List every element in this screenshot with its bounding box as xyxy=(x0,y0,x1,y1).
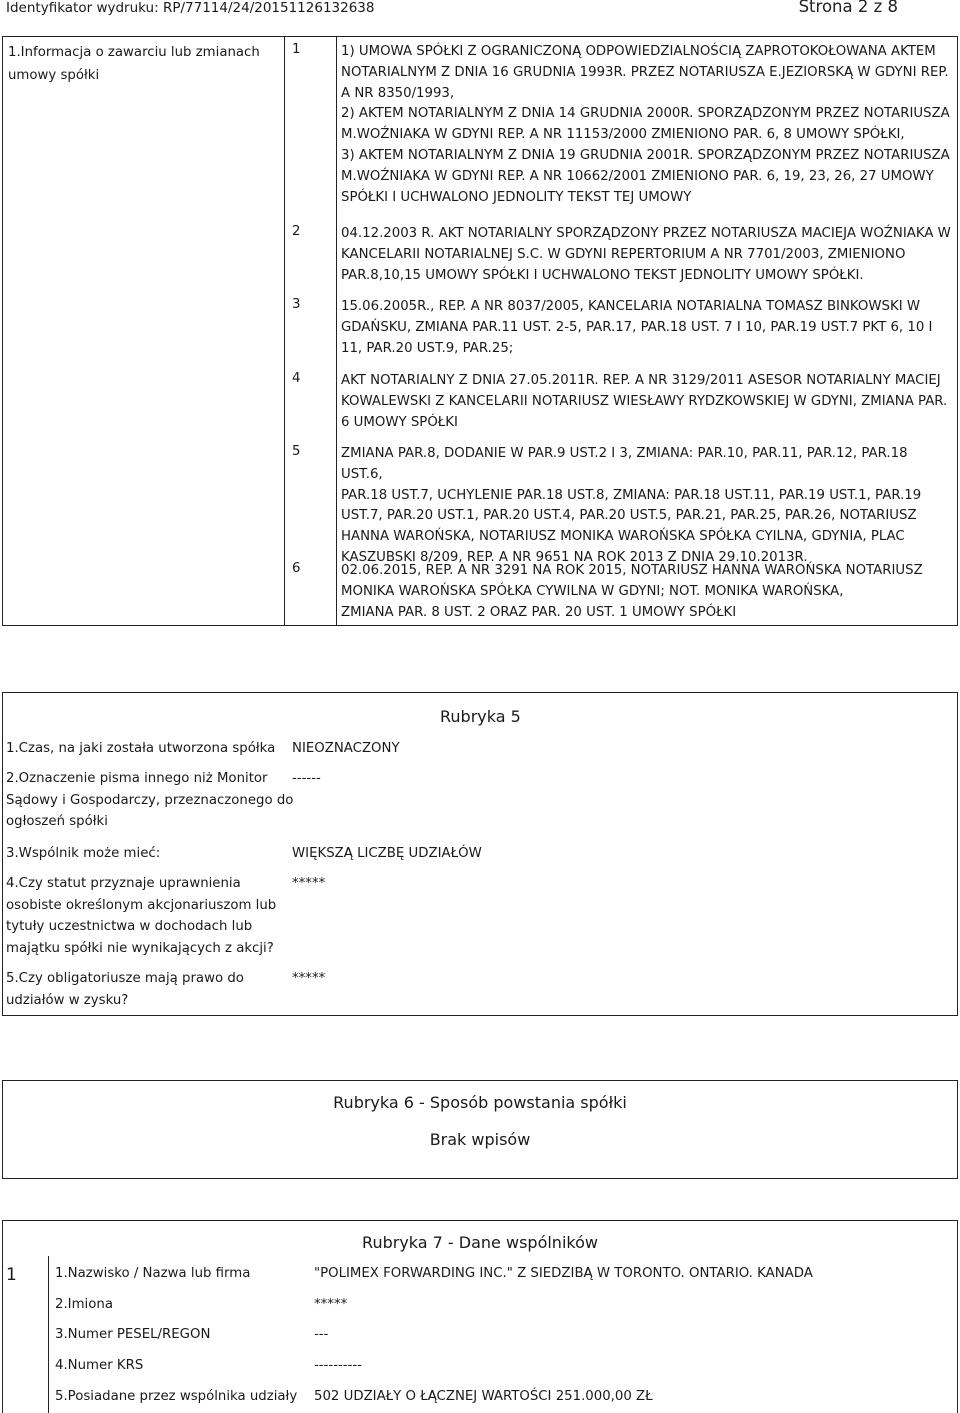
entry-line: 6 UMOWY SPÓŁKI xyxy=(341,414,458,430)
column-divider xyxy=(336,36,337,626)
rubryka-5-row-label xyxy=(6,768,293,833)
entry-number: 1 xyxy=(292,42,301,57)
entry-line: SPÓŁKI I UCHWALONO JEDNOLITY TEKST TEJ UMOWY xyxy=(341,189,692,205)
entry-text xyxy=(341,224,953,286)
label-line: 5.Czy obligatoriusze mają prawo do xyxy=(6,971,244,986)
entry-line: 04.12.2003 R. AKT NOTARIALNY SPORZĄDZONY PRZEZ NOTARIUSZA MACIEJA WOŹNIAKA W xyxy=(341,226,951,241)
label-line: tytuły uczestnictwa w dochodach lub xyxy=(6,919,253,934)
entry-number: 6 xyxy=(292,561,301,576)
entry-line: AKT NOTARIALNY Z DNIA 27.05.2011R. REP. A NR 3129/2011 ASESOR NOTARIALNY MACIEJ xyxy=(341,373,941,388)
entry-number: 5 xyxy=(292,444,301,459)
entry-line: M.WOŹNIAKA W GDYNI REP. A NR 10662/2001 ZMIENIONO PAR. 6, 19, 23, 26, 27 UMOWY xyxy=(341,168,934,184)
partner-index: 1 xyxy=(6,1265,17,1285)
entry-number: 4 xyxy=(292,371,301,386)
label-line: 4.Czy statut przyznaje uprawnienia xyxy=(6,876,241,891)
label-line: udziałów w zysku? xyxy=(6,992,129,1008)
section1-label xyxy=(8,42,260,87)
entry-line: 11, PAR.20 UST.9, PAR.25; xyxy=(341,340,514,356)
entry-line: UST.7, PAR.20 UST.1, PAR.20 UST.4, PAR.20 UST.5, PAR.21, PAR.25, PAR.26, NOTARIUSZ xyxy=(341,508,917,524)
rubryka-5-row-value: ***** xyxy=(292,971,326,986)
rubryka-6-no-entries: Brak wpisów xyxy=(429,1130,531,1149)
entry-line: NOTARIALNYM Z DNIA 16 GRUDNIA 1993R. PRZEZ NOTARIUSZA E.JEZIORSKĄ W GDYNI REP. xyxy=(341,64,949,80)
section1-label-line: umowy spółki xyxy=(8,67,100,83)
partner-field-value: "POLIMEX FORWARDING INC." Z SIEDZIBĄ W TORONTO. ONTARIO. KANADA xyxy=(314,1266,813,1281)
label-line: ogłoszeń spółki xyxy=(6,814,108,829)
entry-text xyxy=(341,371,953,433)
label-line: majątku spółki nie wynikających z akcji? xyxy=(6,940,274,956)
label-line: 2.Oznaczenie pisma innego niż Monitor xyxy=(6,771,268,786)
entry-line: KOWALEWSKI Z KANCELARII NOTARIUSZ WIESŁAWY RYDZKOWSKIEJ W GDYNI, ZMIANA PAR. xyxy=(341,393,948,409)
partner-field-value: 502 UDZIAŁY O ŁĄCZNEJ WARTOŚCI 251.000,00 ZŁ xyxy=(314,1389,653,1404)
entry-text xyxy=(341,561,953,623)
entry-line: HANNA WAROŃSKA, NOTARIUSZ MONIKA WAROŃSKA SPÓŁKA CYILNA, GDYNIA, PLAC xyxy=(341,529,905,545)
page-number: Strona 2 z 8 xyxy=(798,0,898,16)
rubryka-5-title: Rubryka 5 xyxy=(440,707,521,726)
partner-field-label: 2.Imiona xyxy=(55,1297,113,1312)
rubryka-5-row-label xyxy=(6,738,275,760)
partner-field-label: 1.Nazwisko / Nazwa lub firma xyxy=(55,1266,251,1281)
partner-field-value: ---------- xyxy=(314,1358,362,1373)
entry-line: 02.06.2015, REP. A NR 3291 NA ROK 2015, NOTARIUSZ HANNA WAROŃSKA NOTARIUSZ xyxy=(341,563,923,578)
entry-line: KANCELARII NOTARIALNEJ S.C. W GDYNI REPERTORIUM A NR 7701/2003, ZMIENIONO xyxy=(341,246,906,262)
entry-line: PAR.18 UST.7, UCHYLENIE PAR.18 UST.8, ZMIANA: PAR.18 UST.11, PAR.19 UST.1, PAR.19 xyxy=(341,487,922,503)
entry-line: GDAŃSKU, ZMIANA PAR.11 UST. 2-5, PAR.17, PAR.18 UST. 7 I 10, PAR.19 UST.7 PKT 6, 10 I xyxy=(341,319,933,335)
rubryka-5-row-label xyxy=(6,873,276,959)
entry-line: 15.06.2005R., REP. A NR 8037/2005, KANCELARIA NOTARIALNA TOMASZ BINKOWSKI W xyxy=(341,299,920,314)
entry-text xyxy=(341,444,953,569)
entry-line: PAR.8,10,15 UMOWY SPÓŁKI I UCHWALONO TEKST JEDNOLITY UMOWY SPÓŁKI. xyxy=(341,267,864,283)
entry-text xyxy=(341,297,953,359)
column-divider xyxy=(284,36,285,626)
entry-number: 3 xyxy=(292,297,301,312)
rubryka-5-row-value: ***** xyxy=(292,876,326,891)
label-line: 3.Wspólnik może mieć: xyxy=(6,846,161,861)
partner-field-label: 4.Numer KRS xyxy=(55,1358,144,1373)
partner-field-value: --- xyxy=(314,1327,329,1342)
partner-field-label: 5.Posiadane przez wspólnika udziały xyxy=(55,1389,298,1404)
entry-line: ZMIANA PAR.8, DODANIE W PAR.9 UST.2 I 3, ZMIANA: PAR.10, PAR.11, PAR.12, PAR.18 UST.6, xyxy=(341,446,908,482)
entry-line: MONIKA WAROŃSKA SPÓŁKA CYWILNA W GDYNI; NOT. MONIKA WAROŃSKA, xyxy=(341,583,844,599)
entry-line: A NR 8350/1993, xyxy=(341,85,455,101)
entry-number: 2 xyxy=(292,224,301,239)
entry-line: 2) AKTEM NOTARIALNYM Z DNIA 14 GRUDNIA 2000R. SPORZĄDZONYM PRZEZ NOTARIUSZA xyxy=(341,106,950,122)
entry-text xyxy=(341,42,953,208)
label-line: 1.Czas, na jaki została utworzona spółka xyxy=(6,741,276,756)
entry-line: M.WOŹNIAKA W GDYNI REP. A NR 11153/2000 ZMIENIONO PAR. 6, 8 UMOWY SPÓŁKI, xyxy=(341,127,905,143)
partner-field-label: 3.Numer PESEL/REGON xyxy=(55,1327,211,1342)
rubryka-7-title: Rubryka 7 - Dane wspólników xyxy=(362,1233,598,1252)
section1-label-line: 1.Informacja o zawarciu lub zmianach xyxy=(8,45,260,60)
entry-line: 3) AKTEM NOTARIALNYM Z DNIA 19 GRUDNIA 2001R. SPORZĄDZONYM PRZEZ NOTARIUSZA xyxy=(341,147,950,163)
entry-line: 1) UMOWA SPÓŁKI Z OGRANICZONĄ ODPOWIEDZIALNOŚCIĄ ZAPROTOKOŁOWANA AKTEM xyxy=(341,44,936,59)
label-line: osobiste określonym akcjonariuszom lub xyxy=(6,897,277,913)
rubryka-5-row-value: ------ xyxy=(292,771,321,786)
label-line: Sądowy i Gospodarczy, przeznaczonego do xyxy=(6,792,294,808)
rubryka-6-title: Rubryka 6 - Sposób powstania spółki xyxy=(333,1093,627,1112)
rubryka-5-row-value: NIEOZNACZONY xyxy=(292,741,400,756)
entry-line: KASZUBSKI 8/209, REP. A NR 9651 NA ROK 2013 Z DNIA 29.10.2013R. xyxy=(341,549,808,565)
column-divider xyxy=(48,1256,49,1413)
rubryka-5-row-label xyxy=(6,968,244,1011)
partner-field-value: ***** xyxy=(314,1297,348,1312)
rubryka-5-row-label xyxy=(6,843,160,865)
rubryka-5-row-value: WIĘKSZĄ LICZBĘ UDZIAŁÓW xyxy=(292,846,482,861)
print-header xyxy=(0,0,960,20)
entry-line: ZMIANA PAR. 8 UST. 2 ORAZ PAR. 20 UST. 1 UMOWY SPÓŁKI xyxy=(341,604,737,620)
print-identifier: Identyfikator wydruku: RP/77114/24/20151126132638 xyxy=(6,0,375,16)
